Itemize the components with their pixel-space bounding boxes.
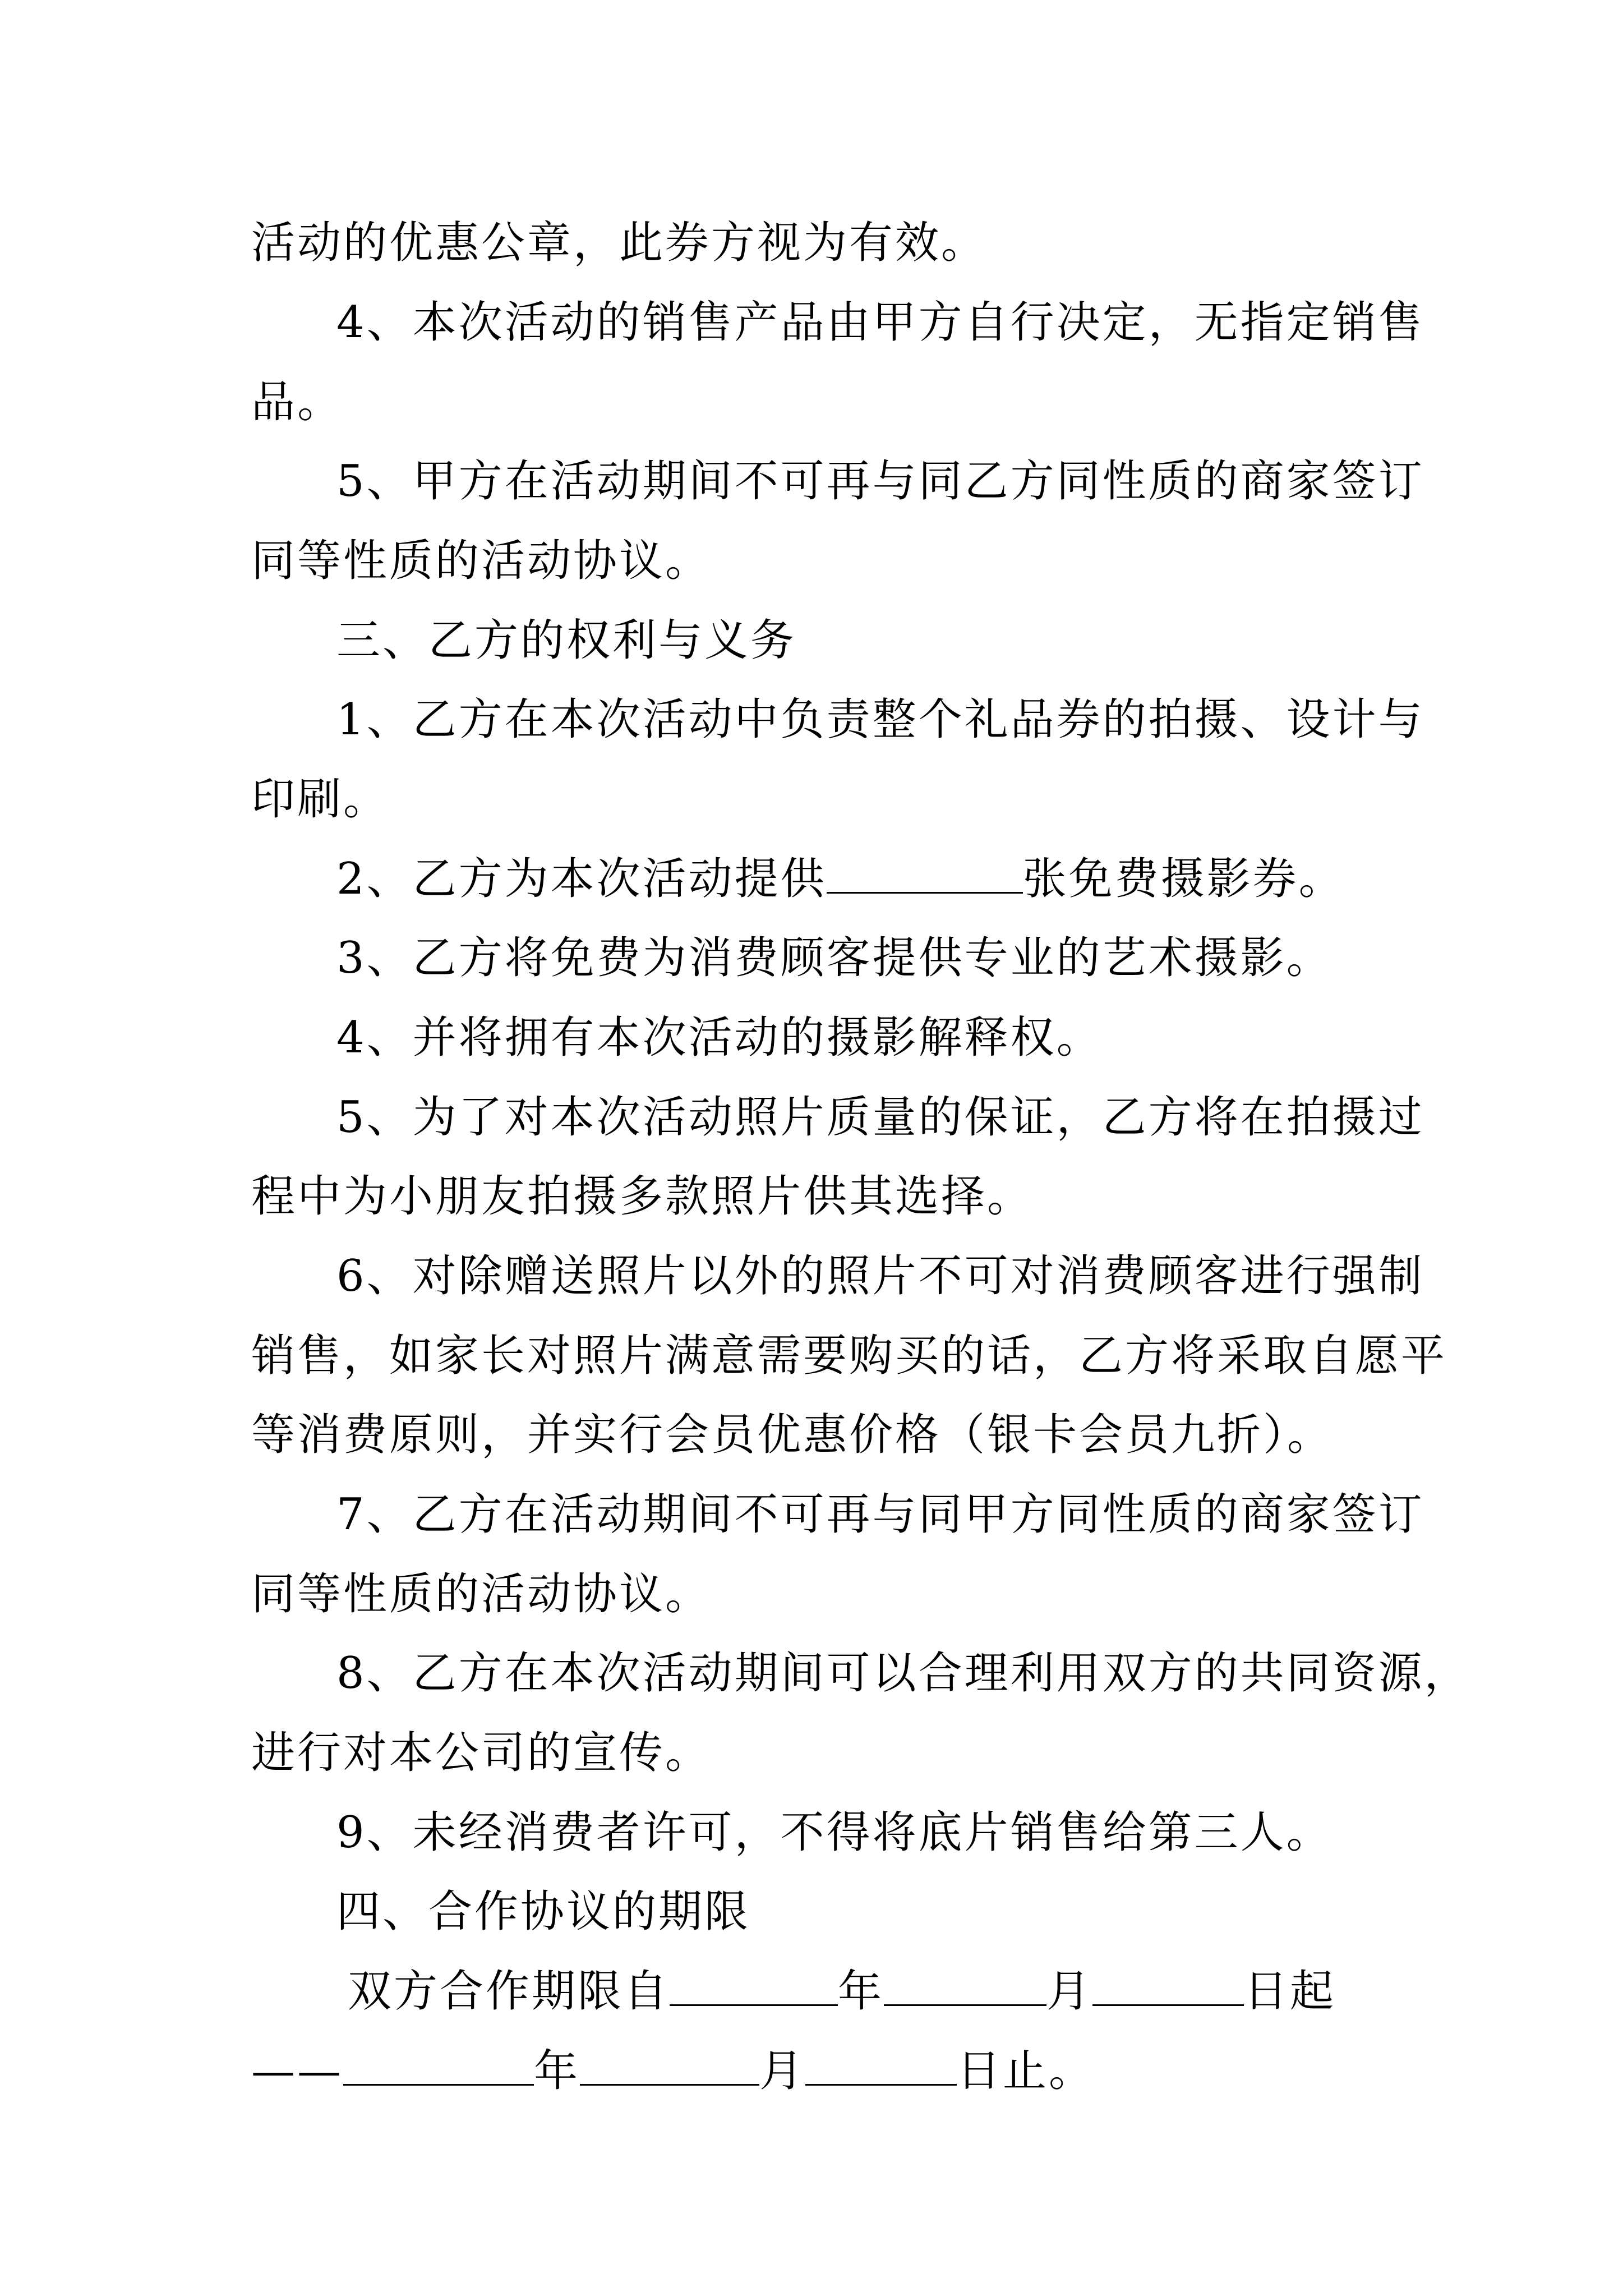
- fill-in-blank[interactable]: [1092, 1968, 1244, 2006]
- paragraph-line: 印刷。: [251, 774, 390, 825]
- paragraph-line: 4、本次活动的销售产品由甲方自行决定，无指定销售: [336, 297, 1424, 348]
- paragraph-line-with-blank: [336, 851, 1464, 907]
- day-start-label: 日起: [1244, 1966, 1336, 2017]
- period-start-line: [348, 1963, 1378, 2019]
- fill-in-blank[interactable]: [884, 1968, 1046, 2006]
- paragraph-line: 5、甲方在活动期间不可再与同乙方同性质的商家签订: [336, 456, 1424, 507]
- month-label: 月: [759, 2046, 806, 2096]
- paragraph-line: 销售，如家长对照片满意需要购买的话，乙方将采取自愿平: [251, 1331, 1447, 1381]
- paragraph-line: 5、为了对本次活动照片质量的保证，乙方将在拍摄过: [336, 1092, 1424, 1143]
- paragraph-line: 6、对除赠送照片以外的照片不可对消费顾客进行强制: [336, 1251, 1424, 1301]
- free-photos-prefix: 2、乙方为本次活动提供: [336, 854, 827, 904]
- paragraph-line: 同等性质的活动协议。: [251, 536, 712, 586]
- fill-in-blank[interactable]: [805, 2048, 957, 2086]
- period-end-line: [251, 2043, 1378, 2099]
- fill-in-blank[interactable]: [670, 1968, 838, 2006]
- period-prefix: 双方合作期限自: [348, 1966, 670, 2017]
- free-photos-suffix: 张免费摄影券。: [1022, 854, 1345, 904]
- paragraph-line: 7、乙方在活动期间不可再与同甲方同性质的商家签订: [336, 1489, 1424, 1540]
- month-label: 月: [1046, 1966, 1093, 2017]
- paragraph-line: 程中为小朋友拍摄多款照片供其选择。: [251, 1171, 1034, 1222]
- section-heading: 三、乙方的权利与义务: [336, 615, 797, 666]
- paragraph-line: 同等性质的活动协议。: [251, 1569, 712, 1619]
- dash: ——: [251, 2046, 343, 2096]
- paragraph-line: 品。: [251, 377, 344, 427]
- fill-in-blank[interactable]: [343, 2048, 534, 2086]
- paragraph-line: 4、并将拥有本次活动的摄影解释权。: [336, 1013, 1103, 1063]
- paragraph-line: 8、乙方在本次活动期间可以合理利用双方的共同资源，: [336, 1648, 1470, 1699]
- year-label: 年: [534, 2046, 580, 2096]
- year-label: 年: [838, 1966, 884, 2017]
- paragraph-line: 3、乙方将免费为消费顾客提供专业的艺术摄影。: [336, 933, 1332, 983]
- paragraph-line: 等消费原则，并实行会员优惠价格（银卡会员九折）。: [251, 1410, 1334, 1460]
- paragraph-line: 9、未经消费者许可，不得将底片销售给第三人。: [336, 1807, 1332, 1858]
- day-end-label: 日止。: [957, 2046, 1095, 2096]
- section-heading: 四、合作协议的期限: [336, 1887, 751, 1937]
- paragraph-line: 活动的优惠公章，此券方视为有效。: [251, 218, 988, 268]
- paragraph-line: 1、乙方在本次活动中负责整个礼品券的拍摄、设计与: [336, 694, 1424, 745]
- paragraph-line: 进行对本公司的宣传。: [251, 1728, 712, 1778]
- fill-in-blank[interactable]: [580, 2048, 759, 2086]
- fill-in-blank[interactable]: [827, 856, 1023, 894]
